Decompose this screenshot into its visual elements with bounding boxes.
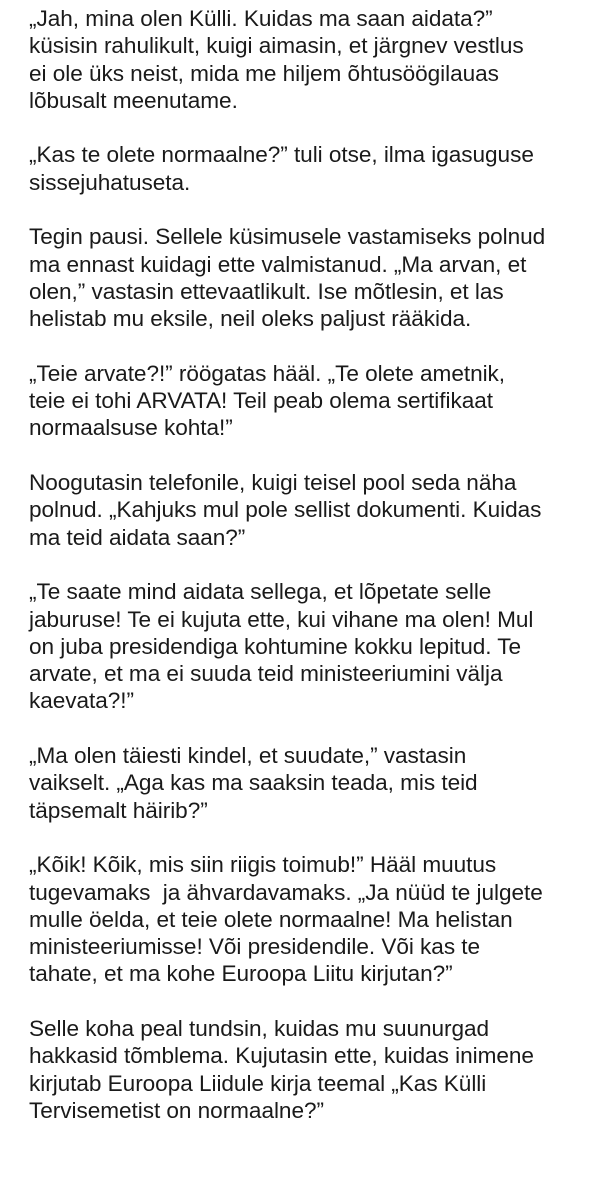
paragraph-4: „Teie arvate?!” röögatas hääl. „Te olete ametnik, teie ei tohi ARVATA! Teil peab olema sertifikaat normaalsuse kohta!”: [29, 360, 506, 441]
paragraph-9: Selle koha peal tundsin, kuidas mu suunurgad hakkasid tõmblema. Kujutasin ette, kuidas inimene kirjutab Euroopa Liidule kirja teemal „Kas Külli Tervisemetist on normaalne?”: [29, 1015, 534, 1123]
paragraph-8: „Kõik! Kõik, mis siin riigis toimub!” Hääl muutus tugevamaks ja ähvardavamaks. „Ja nüüd te julgete mulle öelda, et teie olete normaalne! Ma helistan ministeeriumisse! Või presidendile. Või kas te tahate, et ma kohe Euroopa Liitu kirjutan?”: [29, 852, 543, 987]
paragraph-1: „Jah, mina olen Külli. Kuidas ma saan aidata?” küsisin rahulikult, kuigi aimasin, et järgnev vestlus ei ole üks neist, mida me hiljem õhtusöögilauas lõbusalt meenutame.: [29, 6, 524, 113]
paragraph-6: „Te saate mind aidata sellega, et lõpetate selle jaburuse! Te ei kujuta ette, kui vihane ma olen! Mul on juba presidendiga kohtumine kokku lepitud. Te arvate, et ma ei suuda teid ministeeriumini välja kaevata?!”: [29, 579, 534, 714]
paragraph-7: „Ma olen täiesti kindel, et suudate,” vastasin vaikselt. „Aga kas ma saaksin teada, mis teid täpsemalt häirib?”: [29, 743, 478, 823]
paragraph-5: Noogutasin telefonile, kuigi teisel pool seda näha polnud. „Kahjuks mul pole sellist dokumenti. Kuidas ma teid aidata saan?”: [29, 470, 542, 550]
paragraph-2: „Kas te olete normaalne?” tuli otse, ilma igasuguse sissejuhatuseta.: [29, 142, 534, 195]
paragraph-3: Tegin pausi. Sellele küsimusele vastamiseks polnud ma ennast kuidagi ette valmistanud. „Ma arvan, et olen,” vastasin ettevaatlikult. Ise mõtlesin, et las helistab mu eksile, neil oleks paljust rääkida.: [29, 224, 546, 332]
